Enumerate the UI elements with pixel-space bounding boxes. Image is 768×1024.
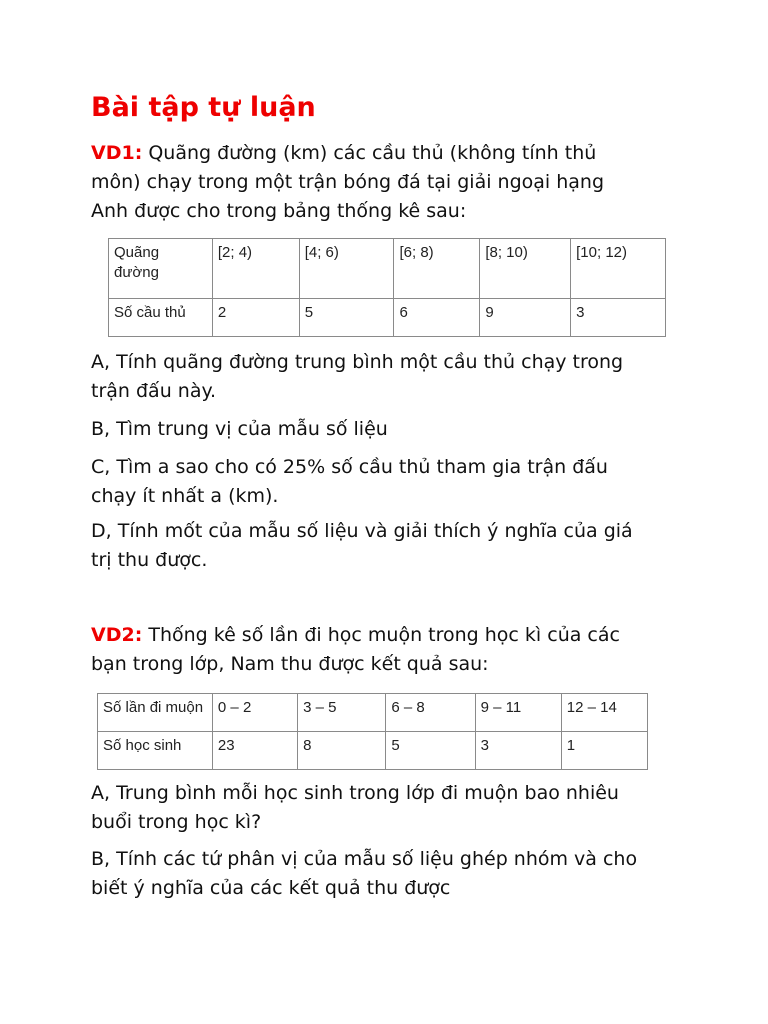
vd2-question-b: B, Tính các tứ phân vị của mẫu số liệu ghép nhóm và cho biết ý nghĩa của các kết quả thu được	[91, 848, 638, 899]
table-cell: 0 – 2	[212, 694, 297, 732]
table-cell: [8; 10)	[480, 239, 571, 299]
vd1-question-d: D, Tính mốt của mẫu số liệu và giải thích ý nghĩa của giá trị thu được.	[91, 520, 633, 571]
table-row	[109, 299, 666, 337]
table-cell-header: Quãng đường	[109, 239, 213, 299]
table-cell: 23	[212, 732, 297, 770]
table-cell: 5	[299, 299, 394, 337]
table-row	[109, 239, 666, 299]
table-cell: 2	[212, 299, 299, 337]
table-cell-header: Số học sinh	[98, 732, 213, 770]
table-row	[98, 732, 648, 770]
vd1-intro-line-3: Anh được cho trong bảng thống kê sau:	[91, 200, 467, 222]
vd2-intro-line-2: bạn trong lớp, Nam thu được kết quả sau:	[91, 653, 489, 675]
vd1-label: VD1:	[91, 142, 143, 164]
vd2-question-a: A, Trung bình mỗi học sinh trong lớp đi muộn bao nhiêu buổi trong học kì?	[91, 782, 619, 833]
table-cell: [6; 8)	[394, 239, 480, 299]
table-cell: 6	[394, 299, 480, 337]
table-cell: 1	[561, 732, 647, 770]
table-cell: 12 – 14	[561, 694, 647, 732]
table-cell: [4; 6)	[299, 239, 394, 299]
table-cell: 8	[298, 732, 386, 770]
vd1-intro	[91, 139, 691, 226]
table-cell: [2; 4)	[212, 239, 299, 299]
table-cell-header: Số lần đi muộn	[98, 694, 213, 732]
table-cell: [10; 12)	[571, 239, 666, 299]
vd1-intro-line-2: môn) chạy trong một trận bóng đá tại giải ngoại hạng	[91, 171, 605, 193]
vd1-intro-line-1: VD1: Quãng đường (km) các cầu thủ (không tính thủ	[91, 142, 597, 164]
table-cell-header: Số cầu thủ	[109, 299, 213, 337]
vd2-label: VD2:	[91, 624, 143, 646]
table-cell: 3	[475, 732, 561, 770]
table-cell: 6 – 8	[386, 694, 475, 732]
table-cell: 3 – 5	[298, 694, 386, 732]
vd1-question-b: B, Tìm trung vị của mẫu số liệu	[91, 418, 388, 440]
page-title: Bài tập tự luận	[91, 92, 316, 123]
vd1-question-c: C, Tìm a sao cho có 25% số cầu thủ tham gia trận đấu chạy ít nhất a (km).	[91, 456, 608, 507]
vd1-question-a: A, Tính quãng đường trung bình một cầu thủ chạy trong trận đấu này.	[91, 351, 624, 402]
table-cell: 9 – 11	[475, 694, 561, 732]
table-cell: 9	[480, 299, 571, 337]
table-cell: 3	[571, 299, 666, 337]
table-row	[98, 694, 648, 732]
vd2-intro-line-1: VD2: Thống kê số lần đi học muộn trong học kì của các	[91, 624, 620, 646]
table-cell: 5	[386, 732, 475, 770]
vd1-distance-table	[108, 238, 666, 337]
vd2-intro	[91, 621, 691, 679]
vd2-lateness-table	[97, 693, 648, 770]
